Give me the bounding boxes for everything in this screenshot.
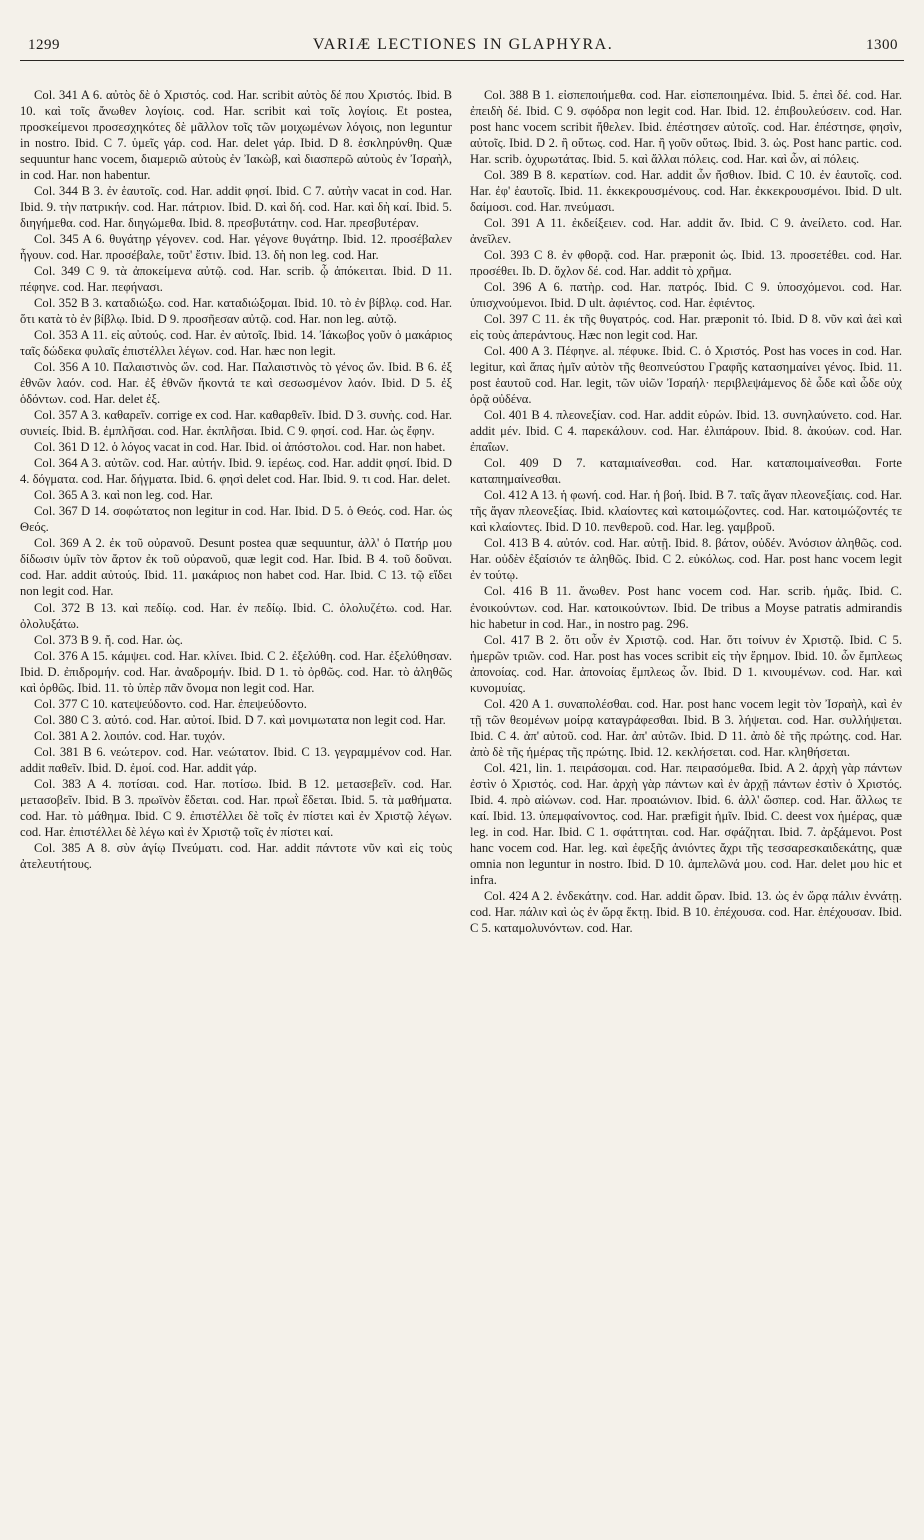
variant-entry: Col. 365 A 3. καὶ non leg. cod. Har.: [34, 488, 213, 503]
variant-entry: Col. 413 B 4. αὐτόν. cod. Har. αὐτῇ. Ibid. 8. βάτον, οὐδέν. Ἀνόσιον ἀληθῶς. cod. Har. οὐδὲν ἐξαίσιόν τε ἀληθῶς. Ibid. C 2. εὐκόλως. cod. Har. post hanc vocem legit ἐν τούτῳ.: [470, 536, 902, 583]
variant-entry: Col. 409 D 7. καταμιαίνεσθαι. cod. Har. καταποιμαίνεσθαι. Forte καταπημαίνεσθαι.: [470, 456, 902, 487]
variant-entry: Col. 345 A 6. θυγάτηρ γέγονεν. cod. Har. γέγονε θυγάτηρ. Ibid. 12. προσέβαλεν ἦγουν. cod. Har. προσέβαλε, τοῦτ' ἔστιν. Ibid. 13. δὴ non leg. cod. Har.: [20, 232, 452, 263]
variant-entry: Col. 373 B 9. ἤ. cod. Har. ὡς.: [34, 632, 183, 647]
variant-entry: Col. 380 C 3. αὐτό. cod. Har. αὐτοί. Ibid. D 7. καὶ μονιμωτατα non legit cod. Har.: [34, 712, 446, 727]
variant-entry: Col. 388 B 1. εἰσπεποιήμεθα. cod. Har. εἰσπεποιημένα. Ibid. 5. ἐπεὶ δέ. cod. Har. ἐπειδὴ δέ. Ibid. C 9. σφόδρα non legit cod. Har. Ibid. 12. ἐπιβουλεύσειν. cod. Har. post hanc vocem scribit ἤθελεν. Ibid. ἐπέστησεν αὐτοῖς. cod. Har. ἐπέστησε, φησὶν, αὐτοῖς. Ibid. D 2. ἢ οὕτως. cod. Har. ἢ γοῦν οὕτως. Ibid. 3. ὡς. Post hanc partic. cod. Har. scrib. ὀχυρωτάτας. Ibid. 5. καὶ ἄλλαι πόλεις. cod. Har. καὶ ὧν, αἱ πόλεις.: [470, 88, 902, 167]
variant-entry: Col. 401 B 4. πλεονεξίαν. cod. Har. addit εὑρών. Ibid. 13. συνηλαύνετο. cod. Har. addit μέν. Ibid. C 4. παρεκάλουν. cod. Har. ἐλιπάρουν. Ibid. 8. ἀκούων. cod. Har. ἐπαΐων.: [470, 408, 902, 455]
variant-entry: Col. 372 B 13. καὶ πεδίῳ. cod. Har. ἐν πεδίῳ. Ibid. C. ὀλολυζέτω. cod. Har. ὀλολυξάτω.: [20, 600, 452, 631]
variant-entry: Col. 421, lin. 1. πειράσομαι. cod. Har. πειρασόμεθα. Ibid. A 2. ἀρχὴ γὰρ πάντων ἐστὶν ὁ Χριστός. cod. Har. ἀρχὴ γὰρ πάντων καὶ ἐν ἀρχῇ πάντων ἐστὶν ὁ Χριστός. Ibid. 4. πρὸ αἰώνων. cod. Har. προαιώνιον. Ibid. 6. ἀλλ' ὥσπερ. cod. Har. ἄλλως τε καί. Ibid. 13. ὑπεμφαίνοντος. cod. Har. præfigit ἡμῖν. Ibid. C. deest vox ἡμέρας, quæ leg. in cod. Har. Ibid. C 1. σφάττηται. cod. Har. σφάζηται. Ibid. 7. ἀρξάμενοι. Post hanc vocem cod. Har. leg. καὶ ἐφεξῆς ἀνιόντες ἄχρι τῆς τεσσαρεσκαιδεκάτης, quæ omnia non leguntur in nostro. Ibid. D 10. ἀμπελῶνά μου. cod. Har. delet μου hic et infra.: [470, 760, 902, 887]
variant-entry: Col. 397 C 11. ἐκ τῆς θυγατρός. cod. Har. præponit τό. Ibid. D 8. νῦν καὶ ἀεὶ καὶ εἰς τοὺς ἀπεράντους. Hæc non legit cod. Har.: [470, 312, 902, 343]
variant-entry: Col. 396 A 6. πατὴρ. cod. Har. πατρός. Ibid. C 9. ὑποσχόμενοι. cod. Har. ὑπισχνούμενοι. Ibid. D ult. ἀφιέντος. cod. Har. ἐφιέντος.: [470, 280, 902, 311]
variant-entry: Col. 420 A 1. συναπολέσθαι. cod. Har. post hanc vocem legit τὸν Ἰσραὴλ, καὶ ἐν τῇ τῶν θεομένων μοίρᾳ καταγράφεσθαι. Ibid. B 3. λήψεται. cod. Har. συλλήψεται. Ibid. C 4. ἀπ' αὐτοῦ. cod. Har. ἀπ' αὐτῶν. Ibid. D 11. ἀπὸ δὲ τῆς πρώτης. cod. Har. ἀπὸ δὲ τῆς ἡμέρας τῆς πρώτης. Ibid. 12. κεκλήσεται. cod. Har. κληθήσεται.: [470, 696, 902, 759]
variant-entry: Col. 385 A 8. σὺν ἁγίῳ Πνεύματι. cod. Har. addit πάντοτε νῦν καὶ εἰς τοὺς ἀτελευτήτους.: [20, 840, 452, 871]
variant-entry: Col. 393 C 8. ἐν φθορᾷ. cod. Har. præponit ὡς. Ibid. 13. προσετέθει. cod. Har. προσέθει. Ib. D. ὄχλον δέ. cod. Har. addit τὸ χρῆμα.: [470, 248, 902, 279]
variant-entry: Col. 361 D 12. ὁ λόγος vacat in cod. Har. Ibid. οἱ ἀπόστολοι. cod. Har. non habet.: [34, 440, 446, 455]
variant-entry: Col. 353 A 11. εἰς αὐτούς. cod. Har. ἐν αὐτοῖς. Ibid. 14. Ἰάκωβος γοῦν ὁ μακάριος ταῖς δώδεκα φυλαῖς ἐπιστέλλει λέγων. cod. Har. hæc non legit.: [20, 328, 452, 359]
variant-entry: Col. 389 B 8. κερατίων. cod. Har. addit ὧν ἤσθιον. Ibid. C 10. ἐν ἑαυτοῖς. cod. Har. ἐφ' ἑαυτοῖς. Ibid. 11. ἐκκεκρουσμένους. cod. Har. ἐκκεκρουσμένοι. Ibid. D ult. δαίμοσι. cod. Har. πνεύμασι.: [470, 168, 902, 215]
left-column: [20, 87, 452, 936]
text-columns: [20, 87, 904, 936]
variant-entry: Col. 377 C 10. κατεψεύδοντο. cod. Har. ἐπεψεύδοντο.: [34, 696, 307, 711]
variant-entry: Col. 381 B 6. νεώτερον. cod. Har. νεώτατον. Ibid. C 13. γεγραμμένον cod. Har. addit παθεῖν. Ibid. D. ἐμοί. cod. Har. addit γάρ.: [20, 744, 452, 775]
variant-entry: Col. 356 A 10. Παλαιστινὸς ὤν. cod. Har. Παλαιστινὸς τὸ γένος ὤν. Ibid. B 6. ἐξ ἐθνῶν λαόν. cod. Har. ἐξ ἐθνῶν ἥκοντά τε καὶ σεσωσμένον λαόν. Ibid. D 5. ἐξ ὁδόντων. cod. Har. delet ἐξ.: [20, 360, 452, 407]
right-page-number: 1300: [866, 37, 898, 53]
variant-entry: Col. 369 A 2. ἐκ τοῦ οὐρανοῦ. Desunt postea quæ sequuntur, ἀλλ' ὁ Πατήρ μου δίδωσιν ὑμῖν τὸν ἄρτον ἐκ τοῦ οὐρανοῦ, quæ legit cod. Har. Ibid. B 4. τοῦ δοῦναι. cod. Har. addit αὐτούς. Ibid. 11. μακάριος non habet cod. Har. Ibid. C 13. τῷ εἴδει non legit cod. Har.: [20, 536, 452, 599]
variant-entry: Col. 424 A 2. ἐνδεκάτην. cod. Har. addit ὥραν. Ibid. 13. ὡς ἐν ὥρᾳ πάλιν ἐννάτῃ. cod. Har. πάλιν καὶ ὡς ἐν ὥρᾳ ἕκτῃ. Ibid. B 10. ἐπέχουσα. cod. Har. ἐπέχουσαν. Ibid. C 5. καταμολυνόντων. cod. Har.: [470, 888, 902, 935]
variant-entry: Col. 376 A 15. κάμψει. cod. Har. κλίνει. Ibid. C 2. ἐξελύθη. cod. Har. ἐξελύθησαν. Ibid. D. ἐπιδρομήν. cod. Har. ἀναδρομήν. Ibid. D 1. τὸ ὀρθῶς. cod. Har. τὸ ἀληθῶς καὶ ὀρθῶς. Ibid. 11. τὸ ὑπὲρ πᾶν ὄνομα non legit cod. Har.: [20, 648, 452, 695]
running-head: [20, 36, 904, 61]
variant-entry: Col. 400 A 3. Πέφηνε. al. πέφυκε. Ibid. C. ὁ Χριστός. Post has voces in cod. Har. legitur, καὶ ἅπας ἡμῖν αὐτὸν τῆς θεοπνεύστου Γραφῆς κατασημαίνει γένος. Ibid. 11. post ἑαυτοῦ cod. Har. legit, τῶν υἱῶν Ἰσραήλ· περιβλεψάμενος δὲ ὧδε καὶ ὧδε οὐχ ὁρᾷ οὐδένα.: [470, 344, 902, 407]
variant-entry: Col. 364 A 3. αὐτῶν. cod. Har. αὐτήν. Ibid. 9. ἱερέως. cod. Har. addit φησί. Ibid. D 4. δόγματα. cod. Har. δήγματα. Ibid. 6. φησὶ delet cod. Har. Ibid. 9. τι cod. Har. delet.: [20, 456, 452, 487]
variant-entry: Col. 367 D 14. σοφώτατος non legitur in cod. Har. Ibid. D 5. ὁ Θεός. cod. Har. ὡς Θεός.: [20, 504, 452, 535]
left-page-number: 1299: [28, 37, 60, 53]
page-title: VARIÆ LECTIONES IN GLAPHYRA.: [312, 36, 614, 53]
variant-entry: Col. 381 A 2. λοιπόν. cod. Har. τυχόν.: [34, 728, 226, 743]
variant-entry: Col. 349 C 9. τὰ ἀποκείμενα αὐτῷ. cod. Har. scrib. ᾧ ἀπόκειται. Ibid. D 11. πέφηνε. cod. Har. πεφήνασι.: [20, 264, 452, 295]
variant-entry: Col. 341 A 6. αὐτὸς δὲ ὁ Χριστός. cod. Har. scribit αὐτὸς δέ που Χριστός. Ibid. B 10. καὶ τοῖς ἄνωθεν λογίοις. cod. Har. scribit καὶ τοῖς λογίοις. Et postea, προσκείμενοι προσεσχηκότες δὲ μᾶλλον τοῖς τῶν μοιχωμένων λόγοις, non leguntur in nostro. Ibid. C 7. ὑμεῖς γάρ. cod. Har. delet γάρ. Ibid. D 8. ἐσκληρύνθη. Quæ sequuntur hanc vocem, διαμεριῶ αὐτοὺς ἐν Ἰακὼβ, καὶ διασπερῶ αὐτοὺς ἐν Ἰσραὴλ, in cod. Har. non habentur.: [20, 88, 452, 183]
right-column: [470, 87, 902, 936]
variant-entry: Col. 412 A 13. ἡ φωνή. cod. Har. ἡ βοή. Ibid. B 7. ταῖς ἄγαν πλεονεξίαις. cod. Har. τῆς ἄγαν πλεονεξίας. Ibid. κλαίοντες καὶ κατοιμώζοντες. cod. Har. κατοιμώζοντές τε καὶ κλαίοντες. Ibid. D 10. πενθεροῦ. cod. Har. leg. γαμβροῦ.: [470, 488, 902, 535]
variant-entry: Col. 417 B 2. ὅτι οὖν ἐν Χριστῷ. cod. Har. ὅτι τοίνυν ἐν Χριστῷ. Ibid. C 5. ἡμερῶν τριῶν. cod. Har. post has voces scribit εἰς τὴν ἔρημον. Ibid. 10. ὧν ἔμπλεως ἀπονοίας. cod. Har. ἀπονοίας ἔμπλεως ὧν. Ibid. D 1. κινουμένων. cod. Har. καὶ κυνομυίας.: [470, 632, 902, 695]
variant-entry: Col. 357 A 3. καθαρεῖν. corrige ex cod. Har. καθαρθεῖν. Ibid. D 3. συνὴς. cod. Har. συνιείς. Ibid. B. ἐμπλῆσαι. cod. Har. ἐκπλῆσαι. Ibid. C 9. φησί. cod. Har. ὡς ἔφην.: [20, 408, 452, 439]
variant-entry: Col. 352 B 3. καταδιώξω. cod. Har. καταδιώξομαι. Ibid. 10. τὸ ἐν βίβλῳ. cod. Har. ὅτι κατὰ τὸ ἐν βίβλῳ. Ibid. D 9. προσῆεσαν αὐτῷ. cod. Har. non leg. αὐτῷ.: [20, 296, 452, 327]
variant-entry: Col. 391 A 11. ἐκδείξειεν. cod. Har. addit ἄν. Ibid. C 9. ἀνείλετο. cod. Har. ἀνεῖλεν.: [470, 216, 902, 247]
variant-entry: Col. 383 A 4. ποτίσαι. cod. Har. ποτίσω. Ibid. B 12. μετασεβεῖν. cod. Har. μετασοβεῖν. Ibid. B 3. πρωϊνὸν ἔδεται. cod. Har. πρωῒ ἔδεται. Ibid. 5. τὰ μαθήματα. cod. Har. τὸ μάθημα. Ibid. C 9. ἐπιστέλλει δὲ τοῖς ἐν πίστει καὶ ἐν Χριστῷ λέγων. cod. Har. ἐπιστέλλει δὲ λέγω καὶ ἐν Χριστῷ τοῖς ἐν πίστει καί.: [20, 776, 452, 839]
variant-entry: Col. 416 B 11. ἄνωθεν. Post hanc vocem cod. Har. scrib. ἡμᾶς. Ibid. C. ἐνοικούντων. cod. Har. κατοικούντων. Ibid. De tribus a Moyse patratis admirandis hic habetur in cod. Har., in nostro pag. 296.: [470, 584, 902, 631]
variant-entry: Col. 344 B 3. ἐν ἑαυτοῖς. cod. Har. addit φησί. Ibid. C 7. αὐτὴν vacat in cod. Har. Ibid. 9. τὴν πατρικήν. cod. Har. πάτριον. Ibid. D. καὶ δή. cod. Har. καὶ δὴ καί. Ibid. 5. διηγήμεθα. cod. Har. διηγώμεθα. Ibid. 8. πρεσβυτάτην. cod. Har. πρεσβυτέραν.: [20, 184, 452, 231]
